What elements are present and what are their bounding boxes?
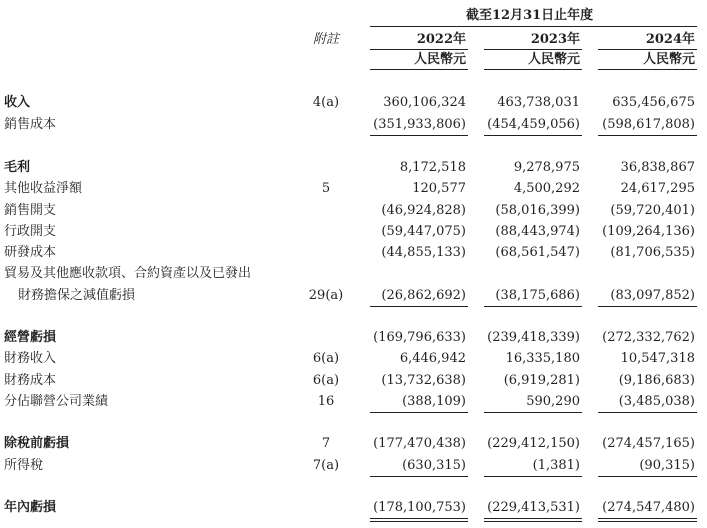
row-note: 4(a) (312, 95, 340, 110)
row-value: (272,332,762) (602, 330, 695, 345)
row-label: 年內虧損 (4, 500, 57, 515)
row-value: (1,381) (532, 458, 580, 473)
subtotal-rule (484, 306, 582, 307)
currency-heading: 人民幣元 (527, 52, 580, 67)
row-label: 毛利 (4, 160, 31, 175)
row-label: 經營虧損 (4, 330, 57, 345)
row-value: 6,446,942 (399, 351, 466, 366)
note-column-heading: 附註 (312, 32, 339, 47)
row-label: 其他收益淨額 (4, 181, 83, 196)
row-value: (229,413,531) (487, 500, 580, 515)
row-value: (169,796,633) (373, 330, 466, 345)
row-label: 財務收入 (4, 351, 57, 366)
row-value: (81,706,535) (610, 245, 695, 260)
row-note: 16 (317, 394, 335, 409)
row-value: (58,016,399) (495, 203, 580, 218)
row-label: 貿易及其他應收款項、合約資產以及已發出 (4, 266, 252, 281)
row-value: 36,838,867 (620, 160, 695, 175)
row-value: (68,561,547) (495, 245, 580, 260)
row-value: (274,457,165) (602, 436, 695, 451)
period-underline (370, 26, 697, 27)
subtotal-rule (484, 412, 582, 413)
currency-underline (370, 69, 468, 70)
subtotal-rule (370, 412, 468, 413)
row-note: 29(a) (308, 288, 344, 303)
currency-heading: 人民幣元 (413, 52, 466, 67)
subtotal-rule (370, 476, 468, 477)
row-label-continued: 財務擔保之減值虧損 (18, 288, 136, 303)
currency-underline (598, 69, 697, 70)
row-value: (88,443,974) (495, 224, 580, 239)
row-value: (83,097,852) (610, 288, 695, 303)
row-value: 16,335,180 (505, 351, 580, 366)
row-value: (3,485,038) (618, 394, 695, 409)
subtotal-rule (598, 135, 697, 136)
row-label: 所得稅 (4, 458, 44, 473)
row-value: (454,459,056) (487, 117, 580, 132)
row-value: 635,456,675 (612, 95, 695, 110)
row-value: 8,172,518 (399, 160, 466, 175)
currency-underline (484, 69, 582, 70)
row-note: 7(a) (312, 458, 340, 473)
row-value: (274,547,480) (602, 500, 695, 515)
row-value: 360,106,324 (383, 95, 466, 110)
row-value: (59,447,075) (381, 224, 466, 239)
row-note: 6(a) (312, 373, 340, 388)
row-value: (351,933,806) (373, 117, 466, 132)
row-label: 財務成本 (4, 373, 57, 388)
row-value: (239,418,339) (487, 330, 580, 345)
subtotal-rule (598, 306, 697, 307)
row-value: (109,264,136) (602, 224, 695, 239)
total-rule (370, 521, 468, 522)
row-value: 590,290 (526, 394, 580, 409)
year-heading-2022: 2022年 (416, 32, 466, 47)
row-value: (90,315) (639, 458, 695, 473)
year-heading-2024: 2024年 (645, 32, 695, 47)
year-underline (598, 49, 697, 50)
subtotal-rule (484, 135, 582, 136)
row-label: 分佔聯營公司業績 (4, 394, 109, 409)
year-underline (370, 49, 468, 50)
row-value: (178,100,753) (373, 500, 466, 515)
row-value: (9,186,683) (618, 373, 695, 388)
row-value: 120,577 (412, 181, 466, 196)
row-value: 10,547,318 (620, 351, 695, 366)
total-rule (484, 521, 582, 522)
row-value: (13,732,638) (381, 373, 466, 388)
subtotal-rule (598, 412, 697, 413)
row-label: 行政開支 (4, 224, 57, 239)
subtotal-rule (370, 306, 468, 307)
row-note: 7 (321, 436, 331, 451)
row-value: 463,738,031 (497, 95, 580, 110)
subtotal-rule (484, 476, 582, 477)
row-value: (26,862,692) (381, 288, 466, 303)
total-rule (484, 518, 582, 519)
row-note: 5 (321, 181, 331, 196)
row-value: 24,617,295 (620, 181, 695, 196)
row-value: (388,109) (402, 394, 466, 409)
row-label: 銷售開支 (4, 203, 57, 218)
row-label: 研發成本 (4, 245, 57, 260)
year-underline (484, 49, 582, 50)
row-value: (177,470,438) (373, 436, 466, 451)
year-heading-2023: 2023年 (530, 32, 580, 47)
subtotal-rule (370, 135, 468, 136)
row-value: (38,175,686) (495, 288, 580, 303)
row-value: (44,855,133) (381, 245, 466, 260)
row-value: (598,617,808) (602, 117, 695, 132)
row-value: (229,412,150) (487, 436, 580, 451)
row-value: 4,500,292 (513, 181, 580, 196)
subtotal-rule (598, 476, 697, 477)
row-label: 銷售成本 (4, 117, 57, 132)
row-note: 6(a) (312, 351, 340, 366)
currency-heading: 人民幣元 (642, 52, 695, 67)
total-rule (370, 518, 468, 519)
row-value: 9,278,975 (513, 160, 580, 175)
row-value: (59,720,401) (610, 203, 695, 218)
total-rule (598, 521, 697, 522)
row-label: 收入 (4, 95, 31, 110)
row-value: (630,315) (402, 458, 466, 473)
row-value: (6,919,281) (503, 373, 580, 388)
total-rule (598, 518, 697, 519)
period-heading: 截至12月31日止年度 (466, 8, 594, 23)
row-value: (46,924,828) (381, 203, 466, 218)
row-label: 除稅前虧損 (4, 436, 70, 451)
